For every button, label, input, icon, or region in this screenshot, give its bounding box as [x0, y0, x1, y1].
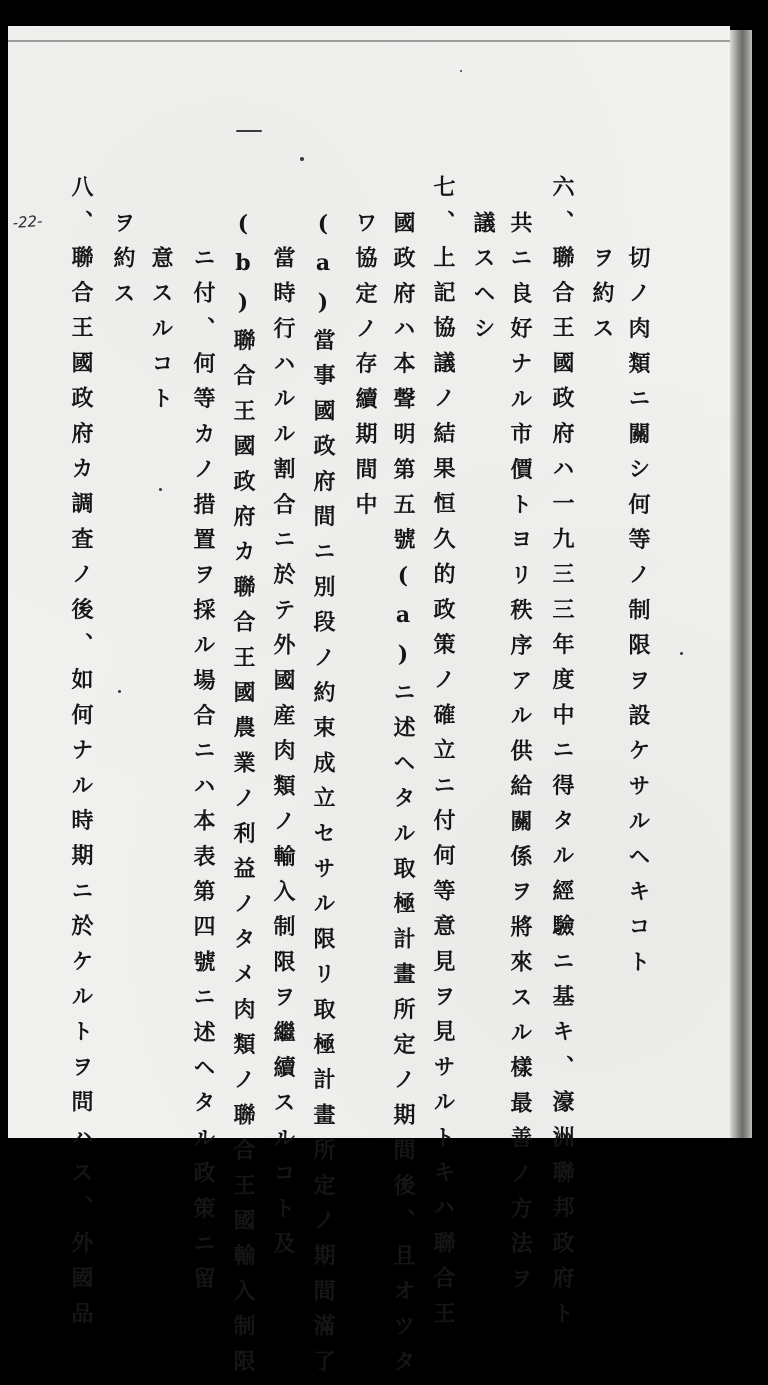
paper-speck — [680, 652, 683, 655]
paper-speck — [159, 488, 162, 491]
text-column: 當時行ハルル割合ニ於テ外國産肉類ノ輸入制限ヲ繼續スルコト及 — [270, 246, 296, 1267]
text-column: ワ協定ノ存續期間中 — [352, 211, 378, 528]
top-rule — [8, 40, 730, 42]
document-page — [8, 26, 730, 1138]
text-column: 共ニ良好ナル市價トヨリ秩序アル供給關係ヲ將來スル樣最善ノ方法ヲ — [507, 211, 533, 1303]
paper-speck — [460, 70, 462, 72]
page-number: -22- — [12, 211, 44, 232]
text-column: ヲ約ス — [110, 211, 136, 317]
text-column: 議スヘシ — [470, 211, 496, 352]
text-column: 切ノ肉類ニ關シ何等ノ制限ヲ設ケサルヘキコト — [625, 246, 651, 986]
text-column: 六、聯合王國政府ハ一九三三年度中ニ得タル經驗ニ基キ、濠洲聯邦政府ト — [549, 175, 575, 1337]
text-column: 國政府ハ本聲明第五號(a)ニ述ヘタル取極計畫所定ノ期間後、且オツタ — [390, 211, 416, 1385]
paper-mark — [236, 130, 262, 132]
paper-speck — [118, 690, 121, 693]
text-column: 八、聯合王國政府カ調査ノ後、如何ナル時期ニ於ケルトヲ問ハス、外國品 — [68, 175, 94, 1337]
text-column: ニ付、何等カノ措置ヲ採ル場合ニハ本表第四號ニ述ヘタル政策ニ留 — [190, 246, 216, 1302]
text-column: 意スルコト — [148, 246, 174, 422]
text-column: (a)當事國政府間ニ別段ノ約束成立セサル限リ取極計畫所定ノ期間滿了 — [310, 211, 336, 1385]
paper-speck — [300, 157, 304, 161]
text-column: 七、上記協議ノ結果恒久的政策ノ確立ニ付何等意見ヲ見サルトキハ聯合王 — [430, 175, 456, 1337]
text-column: (b)聯合王國政府カ聯合王國農業ノ利益ノタメ肉類ノ聯合王國輸入制限 — [230, 211, 256, 1385]
page-binding-edge — [730, 30, 752, 1138]
text-column: ヲ約ス — [589, 246, 615, 352]
